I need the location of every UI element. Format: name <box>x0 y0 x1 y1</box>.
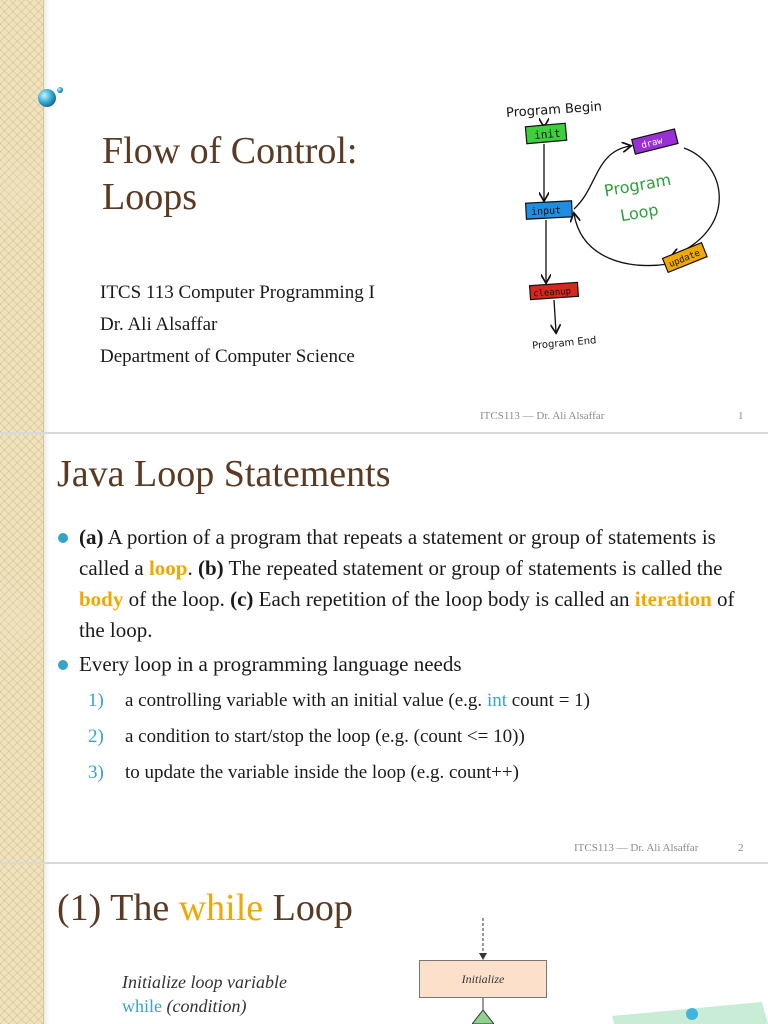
update-node <box>663 243 708 273</box>
slide-2-title: Java Loop Statements <box>57 453 391 495</box>
svg-text:cleanup: cleanup <box>532 286 572 300</box>
program-loop-label-2: Loop <box>618 199 660 226</box>
program-end-label: Program End <box>531 335 597 352</box>
decorative-strip <box>0 0 44 432</box>
bullet-icon <box>58 660 68 670</box>
course-name: ITCS 113 Computer Programming I <box>100 282 375 303</box>
svg-text:input: input <box>530 205 562 218</box>
slide-2: Java Loop Statements (a) A portion of a program that repeats a statement or group of statements is called a loop. (b) The repeated statement or group of statements is called the body of the loop. (c) Each repetition of the loop body is called an iteration of the loop. Every loop in a programming language needs 1) a controlling variable with an initial value (e.g. int count = 1) 2) a condition to start/stop the loop (e.g. (count <= 10)) 3) to update the variable inside the loop (e.g. count++) ITCS113 — Dr. Ali Alsaffar 2 <box>0 434 768 862</box>
instructor-name: Dr. Ali Alsaffar <box>100 314 218 335</box>
flow-arrow-out <box>472 998 494 1024</box>
flow-arrow-in <box>476 918 490 962</box>
svg-text:draw: draw <box>640 136 664 152</box>
slide-1 <box>0 0 768 432</box>
department-name: Department of Computer Science <box>100 346 355 367</box>
svg-text:init: init <box>533 126 562 143</box>
slide-2-page-number: 2 <box>738 842 744 854</box>
program-loop-label: Program <box>602 169 673 201</box>
slide-1-title: Flow of Control: Loops <box>102 130 358 218</box>
bullet-icon <box>58 533 68 543</box>
program-loop-diagram <box>490 92 740 362</box>
slide-3 <box>0 864 768 1024</box>
draw-node <box>632 129 678 154</box>
svg-text:update: update <box>667 248 702 270</box>
input-node <box>526 201 573 219</box>
pseudo-code-line-1: Initialize loop variable <box>122 972 287 992</box>
slide-3-title: (1) The while Loop <box>57 887 353 929</box>
decorative-strip <box>0 434 44 862</box>
sticky-note-decoration <box>612 1000 768 1024</box>
slide-1-page-number: 1 <box>738 410 744 422</box>
slide-2-footer: ITCS113 — Dr. Ali Alsaffar <box>574 842 699 854</box>
program-begin-label: Program Begin <box>505 99 603 122</box>
decorative-strip <box>0 864 44 1024</box>
pseudo-code-line-2: while (condition) <box>122 996 247 1016</box>
init-node <box>525 123 566 143</box>
slide-1-footer: ITCS113 — Dr. Ali Alsaffar <box>480 410 605 422</box>
decorative-balls <box>30 80 70 112</box>
cleanup-node <box>530 282 579 299</box>
initialize-node: Initialize <box>419 960 547 998</box>
